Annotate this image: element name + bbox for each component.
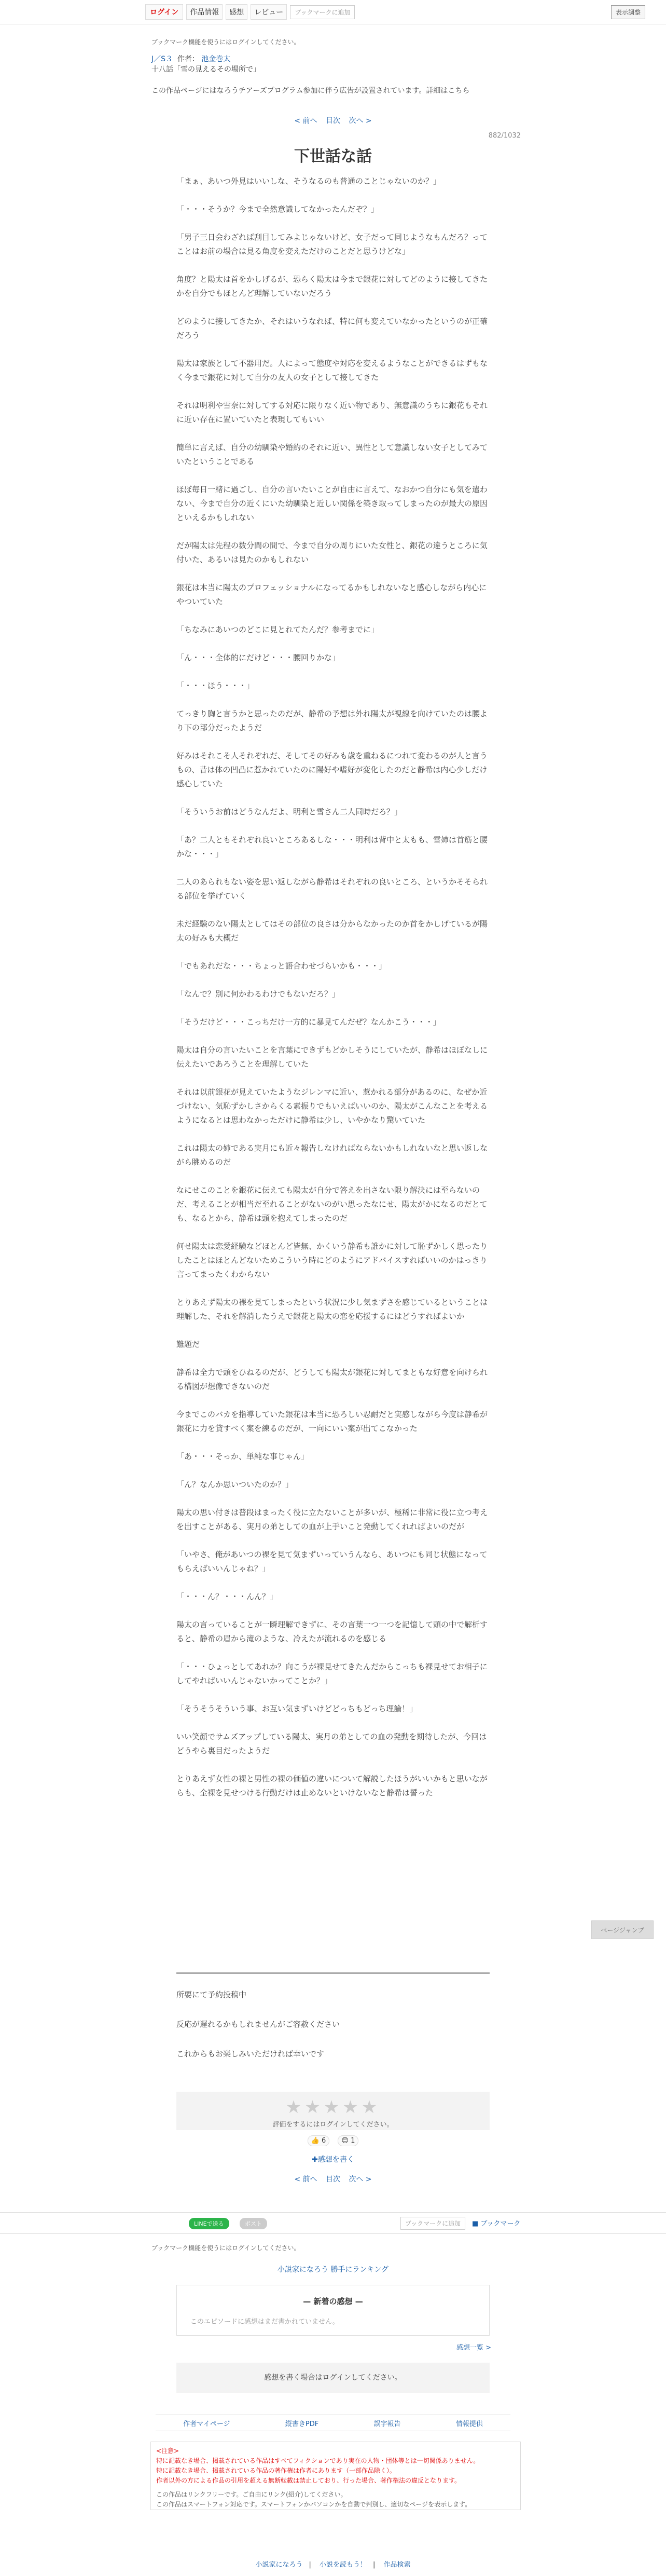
reaction-count: 6 [321, 2137, 326, 2145]
afterword [176, 1988, 490, 2077]
impressions-list-link[interactable]: 感想一覧 > [456, 2344, 492, 2352]
page-jump-button[interactable]: ページジャンプ [591, 1920, 654, 1939]
novel-paragraph: とりあえず陽太の裸を見てしまったという状況に少し気まずさを感じているということは理解した、それを解消したうえで銀花と陽太の恋を応援するにはどうすればよいか [176, 1298, 488, 1321]
novel-paragraph: 銀花は本当に陽太のプロフェッショナルになってるかもしれないなと感心しながら内心にやついていた [176, 583, 487, 606]
x-post-button[interactable]: ポスト [240, 2218, 267, 2229]
index-link[interactable]: 目次 [326, 117, 340, 125]
bookmark-note: ブックマーク機能を使うにはログインしてください。 [151, 38, 300, 46]
login-link[interactable]: ログイン [145, 4, 183, 20]
novel-paragraph: それは以前銀花が見えていたようなジレンマに近い、惹かれる部分があるのに、なぜか近づけない、気恥ずかしさからくる素振りでもいえばいいのか、陽太がこんなことを考えるようになるとは思わなかっただけに静希は少し、いやかなり驚いていた [176, 1087, 488, 1125]
top-nav-items [145, 4, 355, 20]
bookmark-add-button[interactable]: ブックマークに追加 [290, 5, 355, 19]
novel-paragraph: 「ん・・・全体的にだけど・・・腰回りかな」 [176, 653, 340, 662]
impressions-empty: このエピソードに感想はまだ書かれていません。 [190, 2318, 339, 2326]
novel-paragraph: 「なんで？別に何かわるわけでもないだろ？」 [176, 989, 340, 999]
novel-body [176, 174, 490, 1814]
reaction-good-button[interactable] [308, 2135, 330, 2146]
ranking-link[interactable]: 小説家になろう 勝手にランキング [277, 2266, 389, 2274]
prev-link[interactable]: < 前へ [294, 2175, 317, 2184]
notice-note: この作品はリンクフリーです。ご自由にリンク(紹介)してください。 [156, 2491, 347, 2498]
bookmark-link[interactable]: ■ ブックマーク [472, 2220, 521, 2228]
novel-paragraph: 何せ陽太は恋愛経験などほとんど皆無、かくいう静希も誰かに対して恥ずかしく思ったりしたことはほとんどないためこういう時にどのようにアドバイスすればいいのかはっきり言ってまったくわからない [176, 1242, 488, 1279]
prev-link[interactable]: < 前へ [294, 117, 317, 125]
novel-paragraph: 「そういうお前はどうなんだよ、明利と雪さん二人同時だろ？」 [176, 807, 403, 816]
reaction-smile-button[interactable] [338, 2135, 358, 2146]
novel-paragraph: これは陽太の姉である実月にも近々報告しなければならないかもしれないなと思い返しながら眺めるのだ [176, 1143, 488, 1167]
novel-paragraph: 難題だ [176, 1340, 200, 1349]
site-footer: 小説家になろう | 小説を読もう！ | 作品検索 [255, 2561, 411, 2569]
novel-paragraph: 「・・・ほう・・・」 [176, 681, 255, 690]
bookmark-note-bottom: ブックマーク機能を使うにはログインしてください。 [151, 2244, 300, 2252]
reactions [0, 2135, 666, 2146]
display-settings-button[interactable]: 表示調整 [611, 5, 645, 19]
top-navbar [0, 0, 666, 24]
novel-paragraph: 「男子三日会わざれば刮目してみよじゃないけど、女子だって同じようなもんだろ？ってことはお前の場合は見る角度を変えただけのことだと思うけどな」 [176, 233, 488, 256]
next-link[interactable]: 次へ > [349, 2175, 372, 2184]
index-link[interactable]: 目次 [326, 2175, 340, 2184]
impressions-heading: — 新着の感想 — [303, 2297, 363, 2306]
novel-paragraph: 「まぁ、あいつ外見はいいしな、そうなるのも普通のことじゃないのか？」 [176, 176, 441, 186]
nav-impressions[interactable]: 感想 [226, 4, 247, 20]
novel-paragraph: だが陽太は先程の数分間の間で、今まで自分の周りにいた女性と、銀花の違うところに気付いた、あるいは見たのかもしれない [176, 541, 488, 564]
notice-title: <注意> [156, 2447, 179, 2455]
typo-report-link[interactable]: 誤字報告 [373, 2420, 401, 2428]
novel-paragraph: 未だ経験のない陽太としてはその部位の良さは分からなかったのか首をかしげているが陽太の好みも大概だ [176, 919, 488, 943]
info-provide-link[interactable]: 情報提供 [455, 2420, 483, 2428]
nav-reviews[interactable]: レビュー [251, 4, 287, 20]
novel-paragraph: 今までこのバカを指導していた銀花は本当に恐ろしい忍耐だと実感しながら今度は静希が銀花に力を貸すべく案を練るのだが、一向にいい案が出てこなかった [176, 1410, 488, 1433]
novel-paragraph: 「あ・・・そっか、単純な事じゃん」 [176, 1452, 309, 1461]
author-mypage-link[interactable]: 作者マイページ [183, 2420, 230, 2428]
footer-link-narou[interactable]: 小説家になろう [255, 2561, 303, 2569]
thumbs-up-icon: 👍 [311, 2137, 320, 2145]
line-share-button[interactable]: LINEで送る [189, 2218, 229, 2229]
novel-paragraph: 静希は全力で頭をひねるのだが、どうしても陽太が銀花に対してまともな好意を向けられる構図が想像できないのだ [176, 1368, 488, 1391]
new-impressions-box [176, 2285, 490, 2336]
rating-login-prompt: 評価をするにはログインしてください。 [272, 2121, 394, 2129]
novel-paragraph: 二人のあられもない姿を思い返しながら静希はそれぞれの良いところ、というかそそられる部位を挙げていく [176, 877, 488, 901]
smile-icon: 😊 [341, 2137, 349, 2145]
novel-paragraph: 陽太は家族として不器用だ。人によって態度や対応を変えるようなことができるはずもなく今まで銀花に対して自分の友人の女子として接してきた [176, 359, 488, 382]
novel-paragraph: どのように接してきたか、それはいうなれば、特に何も変えていなかったというのが正確だろう [176, 317, 488, 340]
reaction-count: 1 [351, 2137, 355, 2145]
novel-paragraph: とりあえず女性の裸と男性の裸の価値の違いについて解説したほうがいいかもと思いながらも、全裸を見せつける行動だけは止めないといけないなと静希は誓った [176, 1774, 488, 1797]
share-bar [0, 2212, 666, 2234]
vertical-pdf-link[interactable]: 縦書きPDF [285, 2420, 319, 2428]
novel-paragraph: 「そうそうそういう事、お互い気まずいけどどっちもどっち理論！」 [176, 1704, 418, 1713]
rating-stars[interactable]: ★★★★★ [285, 2097, 381, 2118]
novel-paragraph: 「・・・ひょっとしてあれか？向こうが裸見せてきたんだからこっちも裸見せてお相子にしてやればいいんじゃないかってことか？」 [176, 1662, 488, 1685]
novel-paragraph: 「・・・そうか？今まで全然意識してなかったんだぞ？」 [176, 205, 379, 214]
series-link[interactable]: J／S３ [151, 55, 173, 63]
notice-box [150, 2442, 521, 2510]
write-impression-link[interactable]: ✚感想を書く [312, 2156, 354, 2164]
footer-link-yomou[interactable]: 小説を読もう！ [319, 2561, 367, 2569]
novel-paragraph: 「ん？なんか思いついたのか？」 [176, 1480, 294, 1489]
novel-meta [151, 54, 260, 75]
author-label: 作者： [177, 55, 199, 63]
notice-line: 特に記載なき場合、掲載されている作品はすべてフィクションであり実在の人物・団体等とは一切関係ありません。 [156, 2457, 480, 2464]
bookmark-link-label: ブックマーク [480, 2220, 521, 2228]
pager-top [0, 115, 666, 126]
novel-paragraph: 角度？と陽太は首をかしげるが、恐らく陽太は今まで銀花に対してどのように接してきたかを自分でもほとんど理解していないだろう [176, 275, 488, 298]
novel-paragraph: 簡単に言えば、自分の幼馴染や婚約のそれに近い、異性として意識しない女子としてみていたということである [176, 443, 488, 466]
notice-line: 作者以外の方による作品の引用を超える無断転載は禁止しており、行った場合、著作権法の違反となります。 [156, 2477, 461, 2484]
novel-paragraph: いい笑顔でサムズアップしている陽太、実月の弟としての血の発動を期待したが、今回はどうやら裏目だったようだ [176, 1732, 487, 1755]
novel-paragraph: 陽太の言っていることが一瞬理解できずに、その言葉一つ一つを記憶して頭の中で解析すると、静希の眉から滝のような、冷えたが流れるのを感じる [176, 1620, 488, 1643]
impression-login-prompt: 感想を書く場合はログインしてください。 [176, 2363, 490, 2393]
afterword-line: 反応が遅れるかもしれませんがご容赦ください [176, 2020, 340, 2029]
novel-paragraph: 陽太の思い付きは普段はまったく役に立たないことが多いが、極稀に非常に役に立つ考えを出すことがある、実月の弟としての血が上手いこと発動してくれればよいのだが [176, 1508, 488, 1531]
bookmark-add-button-bottom[interactable]: ブックマークに追加 [400, 2217, 465, 2230]
next-link[interactable]: 次へ > [349, 117, 372, 125]
author-link[interactable]: 池金巻太 [201, 55, 231, 63]
ad-notice: この作品ページにはなろうチアーズプログラム参加に伴う広告が設置されています。詳細はこちら [151, 87, 470, 95]
footer-links [156, 2415, 510, 2431]
chapter-title: 十八話「雪の見えるその場所で」 [151, 65, 260, 74]
novel-paragraph: なにせこのことを銀花に伝えても陽太が自分で答えを出さない限り解決には至らないのだ、考えることが相当だ至れることがないのがい思ったなにせ、陽太がかになるのだとても、なるとから、静希は頭を抱えてしまったのだ [176, 1185, 488, 1223]
novel-paragraph: 「いやさ、俺があいつの裸を見て気まずいっていうんなら、あいつにも同じ状態になってもらえばいいんじゃね？」 [176, 1550, 488, 1573]
novel-paragraph: 「・・・ん？・・・んん？」 [176, 1592, 278, 1601]
afterword-line: 所要にて予約投稿中 [176, 1990, 247, 1999]
novel-paragraph: 好みはそれこそ人それぞれだ、そしてその好みも歳を重ねるにつれて変わるのが人と言うもの、昔は体の凹凸に惹かれていたのに陽好や嗜好が変化したのだと静希は内心少しだけ感心していた [176, 751, 488, 788]
episode-number: 882/1032 [488, 132, 521, 140]
novel-paragraph: それは明利や雪奈に対してする対応に限りなく近い物であり、無意識のうちに銀花もそれに近い存在に置いていたと表現してもいい [176, 401, 488, 424]
pager-bottom [0, 2174, 666, 2184]
notice-note: この作品はスマートフォン対応です。スマートフォンかパソコンかを自動で判別し、適切なページを表示します。 [156, 2501, 471, 2508]
novel-paragraph: 「ちなみにあいつのどこに見とれてたんだ？参考までに」 [176, 625, 379, 634]
afterword-line: これからもお楽しみいただければ幸いです [176, 2049, 325, 2059]
novel-paragraph: 「でもあれだな・・・ちょっと語合わせづらいかも・・・」 [176, 961, 387, 971]
novel-paragraph: ほぼ毎日一緒に過ごし、自分の言いたいことが自由に言えて、なおかつ自分にも気を遣わない、今まで自分の近くにいた幼馴染と近しい関係を築き取ってしまったのが最大の原因といえるかもしれない [176, 485, 488, 522]
notice-line: 特に記載なき場合、掲載されている作品の著作権は作者にあります（一部作品除く）。 [156, 2467, 396, 2474]
episode-title: 下世話な話 [294, 147, 372, 166]
footer-link-search[interactable]: 作品検索 [383, 2561, 411, 2569]
afterword-divider [176, 1972, 490, 1974]
rating-box [176, 2092, 490, 2130]
novel-paragraph: てっきり胸と言うかと思ったのだが、静希の予想は外れ陽太が視線を向けていたのは腰より下の部分だったようだ [176, 709, 488, 732]
novel-paragraph: 「そうだけど・・・こっちだけ一方的に暴見てんだぜ？なんかこう・・・」 [176, 1017, 441, 1027]
novel-paragraph: 「あ？二人ともそれぞれ良いところあるしな・・・明利は背中と太もも、雪姉は首筋と腰かな・・・」 [176, 835, 488, 858]
nav-work-info[interactable]: 作品情報 [186, 4, 223, 20]
novel-paragraph: 陽太は自分の言いたいことを言葉にできずもどかしそうにしていたが、静希はほぼなしに伝えたいであろうことを理解していた [176, 1045, 488, 1069]
